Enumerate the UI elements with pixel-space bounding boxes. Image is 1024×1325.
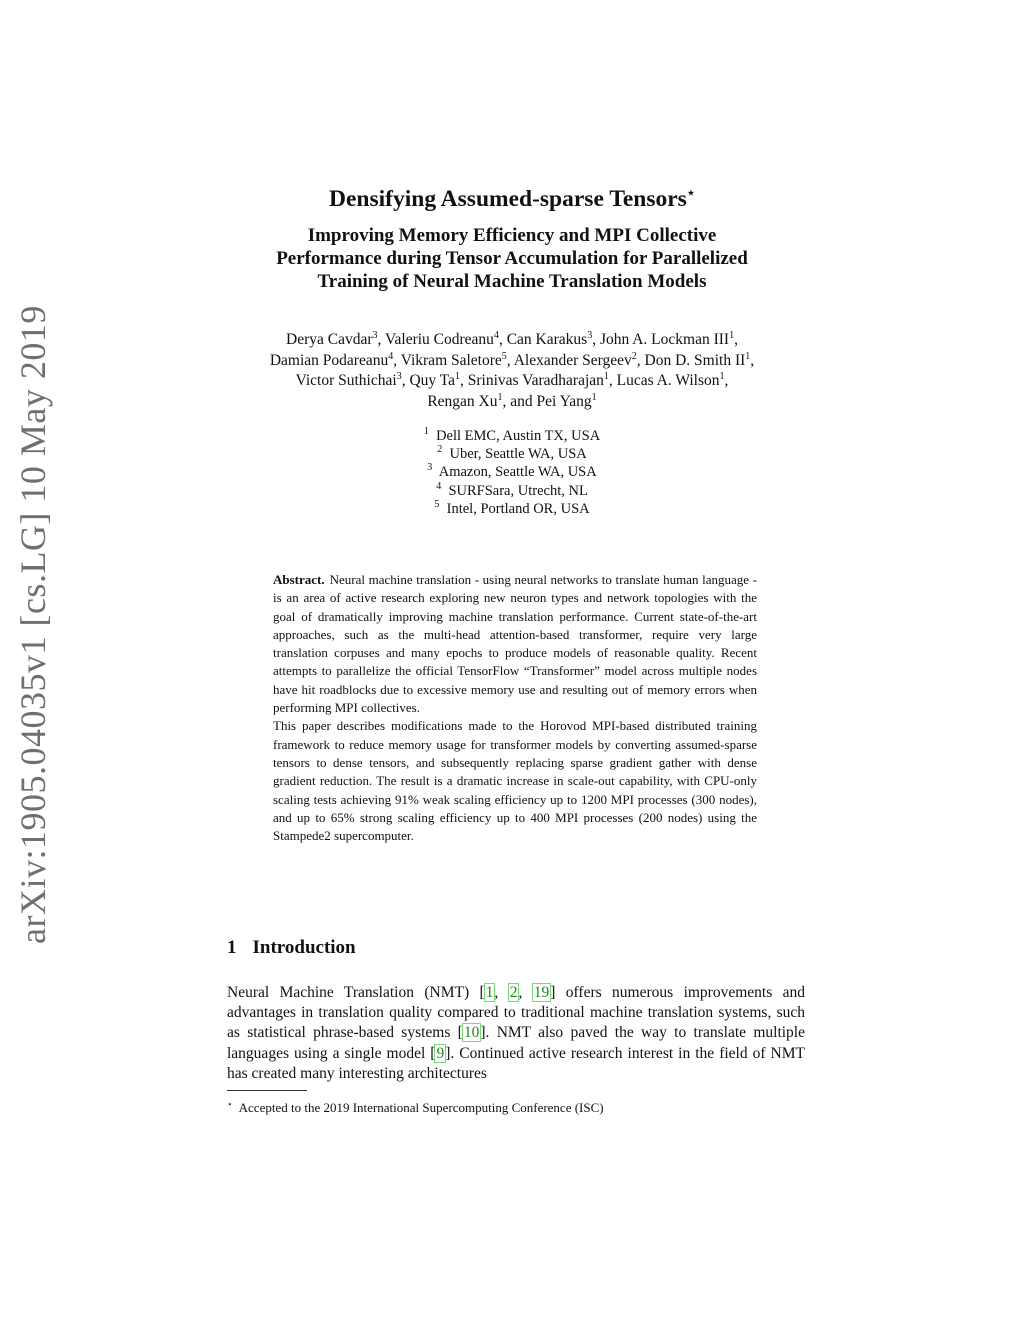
author-affiliation-mark: 1: [603, 371, 609, 382]
author-name: Rengan Xu: [427, 392, 498, 410]
author-name: Quy Ta: [409, 372, 455, 389]
author-affiliation-mark: 3: [587, 330, 593, 341]
author-separator: ,: [724, 372, 729, 389]
author-line: [170, 392, 854, 413]
citation-link[interactable]: 1: [485, 984, 494, 1001]
author-separator: ,: [750, 351, 755, 369]
title-footnote-mark[interactable]: ⋆: [686, 185, 695, 200]
author-separator: ,: [636, 351, 645, 369]
intro-text: ]. NMT also paved the way to translate multiple languages using a single model [: [227, 1024, 805, 1062]
author-affiliation-mark: 3: [372, 330, 378, 341]
author-name: Victor Suthichai: [295, 372, 397, 389]
author-affiliation-mark: 4: [493, 330, 499, 341]
affiliation-text: Amazon, Seattle WA, USA: [438, 464, 597, 481]
author-separator: ,: [460, 372, 468, 389]
author-line: [170, 371, 854, 392]
author-separator: ,: [401, 372, 410, 389]
intro-text: Neural Machine Translation (NMT) [: [227, 984, 485, 1001]
author-line: [170, 330, 854, 351]
author-name: Don D. Smith II: [644, 351, 746, 369]
footnote-text: Accepted to the 2019 International Supercomputing Conference (ISC): [238, 1100, 604, 1115]
author-separator: ,: [734, 331, 738, 348]
author-separator: ,: [393, 351, 401, 369]
affiliation: [360, 445, 664, 463]
section-number: 1: [227, 937, 237, 958]
affiliation-number: 5: [434, 498, 440, 510]
author-name: Can Karakus: [506, 331, 588, 348]
author-separator: ,: [592, 331, 600, 348]
abstract: [273, 571, 757, 845]
abstract-text: Neural machine translation - using neural networks to translate human language - is an area of active research exploring new neuron types and network topologies with the goal of dramatically improving machine translation performance. Current state-of-the-art approaches, such as the multi-head attention-based transformer, require very large translation corpuses and many epochs to produce models of reasonable quality. Recent attempts to parallelize the official TensorFlow “Transformer” model across multiple nodes have hit roadblocks due to excessive memory use and resulting out of memory errors when performing MPI collectives.: [273, 572, 757, 716]
author-affiliation-mark: 1: [591, 391, 597, 403]
affiliation: [360, 427, 664, 445]
affiliation: [360, 482, 664, 500]
affiliation-number: 1: [423, 426, 429, 437]
citation-link[interactable]: 10: [463, 1024, 480, 1042]
author-affiliation-mark: 1: [455, 371, 460, 382]
author-separator: ,: [506, 351, 514, 369]
section-title: Introduction: [252, 937, 356, 958]
affiliation-number: 2: [437, 444, 443, 456]
author-affiliation-mark: 1: [745, 350, 751, 362]
affiliation-text: SURFSara, Utrecht, NL: [448, 482, 588, 499]
arxiv-identifier: arXiv:1905.04035v1 [cs.LG] 10 May 2019: [13, 305, 53, 944]
author-affiliation-mark: 5: [501, 350, 507, 362]
abstract-paragraph: [273, 571, 757, 717]
author-affiliation-mark: 2: [631, 350, 637, 362]
citation-separator: ,: [518, 984, 533, 1001]
paper-title: [0, 186, 1024, 213]
author-line: [170, 351, 854, 372]
author-separator: , and: [502, 392, 537, 410]
affiliation: [360, 500, 664, 518]
footnote: [227, 1096, 604, 1116]
author-name: Vikram Saletore: [400, 351, 502, 369]
affiliation: [360, 463, 664, 481]
author-affiliation-mark: 4: [388, 350, 394, 362]
author-separator: ,: [608, 372, 617, 389]
affiliation-text: Uber, Seattle WA, USA: [449, 446, 587, 463]
subtitle-line: Improving Memory Efficiency and MPI Collective: [307, 225, 717, 246]
author-name: Lucas A. Wilson: [616, 372, 720, 389]
intro-text: ]. Continued active research interest in the field of NMT has created many interesting architectures: [227, 1044, 805, 1082]
paper-subtitle: [200, 224, 824, 293]
author-name: Alexander Sergeev: [513, 351, 632, 369]
citation-separator: ,: [494, 984, 509, 1001]
footnote-rule: [227, 1090, 307, 1091]
author-affiliation-mark: 1: [729, 330, 735, 341]
author-name: Srinivas Varadharajan: [467, 372, 604, 389]
subtitle-line: Training of Neural Machine Translation Models: [317, 271, 707, 292]
author-list: [170, 330, 854, 412]
author-name: John A. Lockman III: [599, 331, 730, 348]
author-separator: ,: [498, 331, 507, 348]
intro-text: ] offers numerous improvements and advantages in translation quality compared to traditional machine translation systems, such as statistical phrase-based systems [: [227, 984, 806, 1042]
author-name: Valeriu Codreanu: [385, 331, 494, 348]
section-heading: [227, 937, 356, 959]
intro-paragraph: [227, 983, 805, 1084]
title-text: Densifying Assumed-sparse Tensors: [329, 186, 687, 212]
author-affiliation-mark: 1: [719, 371, 725, 382]
author-name: Damian Podareanu: [269, 351, 389, 369]
author-affiliation-mark: 3: [396, 371, 402, 382]
affiliation-list: [360, 427, 664, 518]
affiliation-text: Intel, Portland OR, USA: [446, 500, 590, 517]
affiliation-number: 4: [436, 480, 442, 492]
footnote-mark: ⋆: [227, 1099, 233, 1109]
author-name: Pei Yang: [536, 392, 592, 410]
subtitle-line: Performance during Tensor Accumulation for Parallelized: [276, 248, 748, 269]
author-name: Derya Cavdar: [286, 331, 373, 348]
citation-link[interactable]: 9: [436, 1044, 445, 1062]
affiliation-number: 3: [427, 462, 433, 474]
abstract-label: Abstract.: [273, 572, 325, 587]
citation-link[interactable]: 2: [509, 984, 518, 1001]
author-affiliation-mark: 1: [497, 391, 503, 403]
affiliation-text: Dell EMC, Austin TX, USA: [436, 428, 601, 444]
abstract-paragraph: This paper describes modifications made to the Horovod MPI-based distributed training framework to reduce memory usage for transformer models by converting assumed-sparse tensors to dense tensors, and subsequently replacing sparse gradient gather with dense gradient reduction. The result is a dramatic increase in scale-out capability, with CPU-only scaling tests achieving 91% weak scaling efficiency up to 1200 MPI processes (300 nodes), and up to 65% strong scaling efficiency up to 400 MPI processes (200 nodes) using the Stampede2 supercomputer.: [273, 718, 757, 844]
citation-link[interactable]: 19: [533, 984, 550, 1001]
author-separator: ,: [377, 331, 386, 348]
